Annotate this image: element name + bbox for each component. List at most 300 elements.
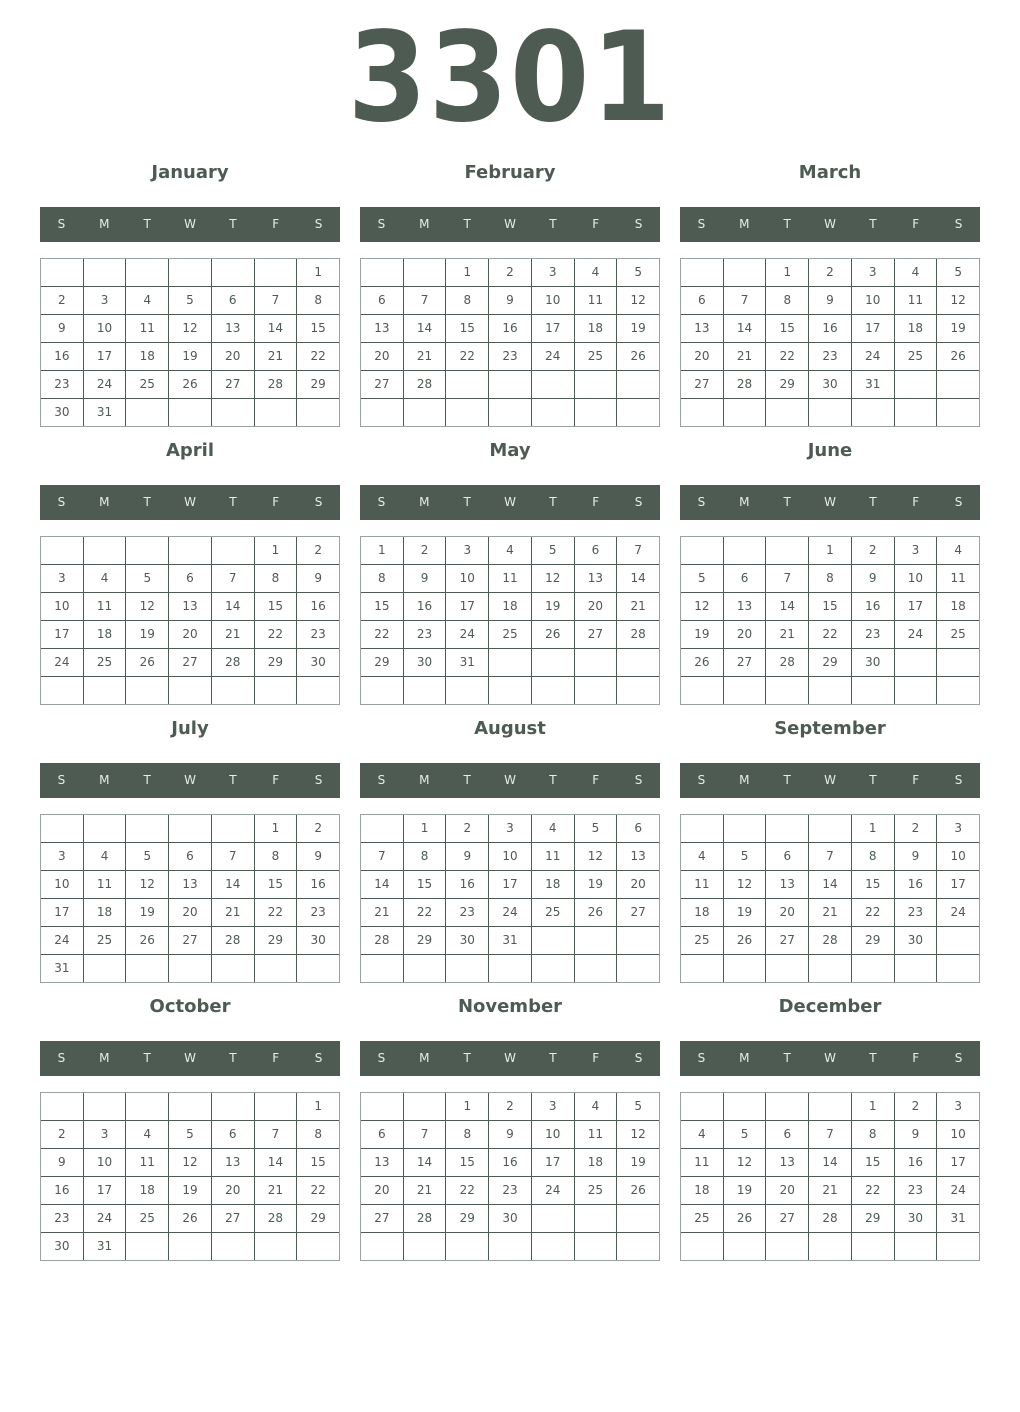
- day-cell: 21: [212, 899, 254, 926]
- day-cell: 2: [895, 815, 937, 842]
- day-cell: [575, 399, 617, 426]
- day-grid: [40, 1092, 340, 1261]
- day-cell: 3: [84, 287, 126, 314]
- day-cell: 17: [446, 593, 488, 620]
- day-cell: 22: [255, 621, 297, 648]
- weekday-header: [40, 763, 340, 798]
- day-cell: 16: [446, 871, 488, 898]
- day-cell: 25: [126, 1205, 168, 1232]
- day-cell: 15: [297, 315, 339, 342]
- weekday-label: T: [143, 773, 151, 787]
- day-cell: 18: [895, 315, 937, 342]
- day-cell: 6: [724, 565, 766, 592]
- day-cell: 18: [489, 593, 531, 620]
- day-cell: 3: [446, 537, 488, 564]
- day-cell: [852, 677, 894, 704]
- day-cell: 15: [766, 315, 808, 342]
- weekday-header: [40, 485, 340, 520]
- day-cell: 29: [852, 927, 894, 954]
- day-cell: 12: [681, 593, 723, 620]
- day-cell: 22: [852, 899, 894, 926]
- day-cell: 8: [766, 287, 808, 314]
- day-cell: 31: [41, 955, 83, 982]
- day-cell: [126, 955, 168, 982]
- day-cell: [446, 955, 488, 982]
- weekday-label: M: [739, 1051, 750, 1065]
- day-cell: [212, 955, 254, 982]
- day-cell: [297, 955, 339, 982]
- day-cell: 3: [41, 565, 83, 592]
- day-cell: [255, 1093, 297, 1120]
- day-cell: 5: [126, 843, 168, 870]
- day-cell: 9: [446, 843, 488, 870]
- day-cell: 17: [41, 899, 83, 926]
- weekday-label: S: [954, 495, 963, 509]
- day-cell: 23: [297, 621, 339, 648]
- day-cell: [724, 259, 766, 286]
- day-cell: 22: [446, 343, 488, 370]
- day-cell: 3: [489, 815, 531, 842]
- day-cell: 8: [852, 1121, 894, 1148]
- day-cell: 12: [937, 287, 979, 314]
- weekday-header: [360, 485, 660, 520]
- day-cell: 20: [169, 621, 211, 648]
- day-cell: 14: [212, 593, 254, 620]
- day-cell: 27: [212, 1205, 254, 1232]
- day-cell: [575, 677, 617, 704]
- day-cell: 1: [852, 815, 894, 842]
- day-cell: [937, 1233, 979, 1260]
- day-cell: 23: [895, 1177, 937, 1204]
- weekday-label: S: [314, 1051, 323, 1065]
- day-cell: 13: [212, 315, 254, 342]
- weekday-label: T: [463, 217, 471, 231]
- day-cell: [297, 677, 339, 704]
- day-cell: 20: [212, 1177, 254, 1204]
- weekday-label: W: [184, 1051, 196, 1065]
- day-cell: 22: [852, 1177, 894, 1204]
- day-cell: 17: [41, 621, 83, 648]
- day-cell: 16: [297, 593, 339, 620]
- day-cell: 19: [532, 593, 574, 620]
- day-cell: 24: [41, 649, 83, 676]
- weekday-label: F: [912, 1051, 920, 1065]
- day-cell: 19: [681, 621, 723, 648]
- day-cell: [724, 1233, 766, 1260]
- day-cell: 2: [404, 537, 446, 564]
- day-cell: [766, 1093, 808, 1120]
- day-cell: [404, 1093, 446, 1120]
- day-cell: 26: [617, 1177, 659, 1204]
- weekday-label: T: [783, 495, 791, 509]
- month-title: January: [151, 162, 229, 183]
- day-cell: 2: [41, 287, 83, 314]
- day-grid: [360, 814, 660, 983]
- day-cell: 18: [681, 1177, 723, 1204]
- day-cell: [41, 1093, 83, 1120]
- day-cell: 26: [937, 343, 979, 370]
- weekday-label: M: [419, 495, 430, 509]
- day-cell: 28: [617, 621, 659, 648]
- day-cell: [297, 399, 339, 426]
- day-cell: 8: [852, 843, 894, 870]
- day-cell: [766, 955, 808, 982]
- weekday-label: M: [99, 217, 110, 231]
- day-cell: [895, 955, 937, 982]
- day-cell: 14: [404, 315, 446, 342]
- weekday-header: [360, 763, 660, 798]
- day-cell: [575, 1233, 617, 1260]
- day-cell: [532, 399, 574, 426]
- day-cell: 19: [169, 343, 211, 370]
- day-cell: 17: [489, 871, 531, 898]
- weekday-label: F: [912, 773, 920, 787]
- day-cell: 14: [766, 593, 808, 620]
- day-grid: [680, 1092, 980, 1261]
- day-cell: 8: [404, 843, 446, 870]
- day-cell: 21: [361, 899, 403, 926]
- day-cell: 6: [169, 565, 211, 592]
- day-grid: [40, 814, 340, 983]
- day-grid: [680, 258, 980, 427]
- day-cell: 13: [361, 1149, 403, 1176]
- day-cell: 26: [617, 343, 659, 370]
- day-cell: [575, 1205, 617, 1232]
- day-cell: [681, 399, 723, 426]
- weekday-label: S: [697, 1051, 706, 1065]
- day-cell: [169, 399, 211, 426]
- day-cell: [617, 1205, 659, 1232]
- day-cell: 27: [361, 371, 403, 398]
- day-cell: [809, 815, 851, 842]
- day-cell: 12: [126, 871, 168, 898]
- day-cell: 31: [84, 399, 126, 426]
- day-cell: 22: [766, 343, 808, 370]
- day-cell: [724, 1093, 766, 1120]
- day-cell: 25: [575, 343, 617, 370]
- day-cell: 30: [41, 1233, 83, 1260]
- day-cell: [489, 955, 531, 982]
- day-cell: [681, 815, 723, 842]
- day-cell: 2: [489, 259, 531, 286]
- day-cell: [404, 1233, 446, 1260]
- day-cell: 1: [297, 259, 339, 286]
- weekday-header: [680, 485, 980, 520]
- day-cell: [404, 955, 446, 982]
- day-cell: [446, 399, 488, 426]
- day-cell: 3: [937, 1093, 979, 1120]
- weekday-label: T: [229, 1051, 237, 1065]
- weekday-label: W: [824, 1051, 836, 1065]
- day-cell: 12: [169, 315, 211, 342]
- day-cell: 25: [126, 371, 168, 398]
- day-cell: 14: [724, 315, 766, 342]
- day-cell: [724, 677, 766, 704]
- day-cell: [575, 927, 617, 954]
- day-cell: 21: [617, 593, 659, 620]
- weekday-label: M: [99, 1051, 110, 1065]
- day-cell: 28: [212, 649, 254, 676]
- day-cell: 6: [766, 1121, 808, 1148]
- day-grid: [360, 1092, 660, 1261]
- day-cell: [681, 677, 723, 704]
- day-cell: [84, 677, 126, 704]
- day-cell: 20: [681, 343, 723, 370]
- day-cell: 9: [489, 1121, 531, 1148]
- weekday-label: S: [697, 217, 706, 231]
- day-cell: [446, 677, 488, 704]
- day-cell: 5: [617, 1093, 659, 1120]
- day-cell: [895, 371, 937, 398]
- day-cell: 29: [446, 1205, 488, 1232]
- day-cell: 25: [489, 621, 531, 648]
- day-cell: 17: [937, 1149, 979, 1176]
- day-cell: 20: [169, 899, 211, 926]
- day-cell: 8: [809, 565, 851, 592]
- day-cell: 23: [297, 899, 339, 926]
- weekday-label: F: [272, 773, 280, 787]
- day-cell: 25: [681, 927, 723, 954]
- day-cell: 23: [489, 1177, 531, 1204]
- weekday-label: S: [697, 495, 706, 509]
- month-title: March: [798, 162, 862, 183]
- day-cell: 4: [126, 1121, 168, 1148]
- day-cell: 30: [895, 1205, 937, 1232]
- day-cell: [84, 1093, 126, 1120]
- weekday-label: T: [783, 1051, 791, 1065]
- day-cell: 5: [169, 287, 211, 314]
- day-cell: 12: [169, 1149, 211, 1176]
- day-cell: 28: [724, 371, 766, 398]
- day-cell: 14: [617, 565, 659, 592]
- day-cell: [937, 399, 979, 426]
- weekday-label: S: [954, 217, 963, 231]
- day-cell: 3: [84, 1121, 126, 1148]
- day-cell: [937, 677, 979, 704]
- day-cell: 11: [126, 1149, 168, 1176]
- day-cell: 14: [361, 871, 403, 898]
- day-cell: 7: [255, 1121, 297, 1148]
- day-cell: 8: [446, 287, 488, 314]
- day-cell: 3: [852, 259, 894, 286]
- day-cell: 19: [724, 1177, 766, 1204]
- weekday-label: F: [912, 217, 920, 231]
- day-cell: 19: [126, 899, 168, 926]
- day-cell: 1: [446, 259, 488, 286]
- weekday-label: S: [697, 773, 706, 787]
- day-cell: 20: [575, 593, 617, 620]
- day-cell: 2: [297, 815, 339, 842]
- weekday-label: T: [463, 495, 471, 509]
- day-cell: 24: [489, 899, 531, 926]
- day-cell: [361, 1233, 403, 1260]
- month-title: August: [474, 718, 546, 739]
- weekday-label: T: [783, 773, 791, 787]
- weekday-label: T: [143, 1051, 151, 1065]
- weekday-label: S: [377, 495, 386, 509]
- day-cell: [255, 259, 297, 286]
- weekday-label: W: [824, 495, 836, 509]
- day-cell: [212, 537, 254, 564]
- day-cell: 6: [575, 537, 617, 564]
- day-cell: 13: [361, 315, 403, 342]
- day-cell: [212, 1233, 254, 1260]
- day-cell: [724, 815, 766, 842]
- day-cell: [766, 677, 808, 704]
- day-cell: 26: [575, 899, 617, 926]
- day-cell: [361, 259, 403, 286]
- day-cell: 5: [617, 259, 659, 286]
- day-cell: [617, 649, 659, 676]
- day-cell: [895, 399, 937, 426]
- weekday-label: S: [57, 1051, 66, 1065]
- day-cell: [532, 371, 574, 398]
- day-cell: 4: [532, 815, 574, 842]
- day-cell: 12: [617, 1121, 659, 1148]
- day-cell: [361, 399, 403, 426]
- day-cell: 31: [84, 1233, 126, 1260]
- day-cell: 10: [532, 287, 574, 314]
- weekday-label: T: [783, 217, 791, 231]
- day-cell: [532, 677, 574, 704]
- day-cell: 2: [852, 537, 894, 564]
- day-cell: 6: [212, 1121, 254, 1148]
- day-cell: 14: [255, 315, 297, 342]
- day-cell: 19: [575, 871, 617, 898]
- day-cell: 24: [532, 1177, 574, 1204]
- day-cell: 7: [404, 287, 446, 314]
- day-cell: 9: [404, 565, 446, 592]
- day-cell: 26: [169, 1205, 211, 1232]
- day-cell: 28: [404, 371, 446, 398]
- day-cell: 14: [255, 1149, 297, 1176]
- day-cell: 17: [84, 343, 126, 370]
- day-cell: [575, 371, 617, 398]
- day-cell: [937, 927, 979, 954]
- day-cell: 11: [126, 315, 168, 342]
- day-cell: 24: [532, 343, 574, 370]
- day-cell: 23: [489, 343, 531, 370]
- day-cell: 25: [532, 899, 574, 926]
- day-cell: [617, 955, 659, 982]
- day-cell: 3: [895, 537, 937, 564]
- day-cell: 18: [575, 315, 617, 342]
- day-cell: 15: [446, 1149, 488, 1176]
- day-cell: 12: [532, 565, 574, 592]
- day-cell: 7: [809, 1121, 851, 1148]
- day-cell: 10: [41, 593, 83, 620]
- day-cell: 29: [255, 927, 297, 954]
- weekday-label: S: [57, 217, 66, 231]
- day-cell: 16: [809, 315, 851, 342]
- day-cell: 30: [446, 927, 488, 954]
- day-cell: 17: [895, 593, 937, 620]
- weekday-label: W: [184, 217, 196, 231]
- day-grid: [360, 536, 660, 705]
- day-cell: 6: [361, 1121, 403, 1148]
- day-cell: 11: [489, 565, 531, 592]
- day-cell: 18: [84, 621, 126, 648]
- month-title: May: [489, 440, 531, 461]
- weekday-label: W: [504, 773, 516, 787]
- day-cell: [84, 955, 126, 982]
- weekday-label: M: [99, 495, 110, 509]
- day-cell: 12: [724, 871, 766, 898]
- day-cell: 1: [404, 815, 446, 842]
- day-cell: 30: [41, 399, 83, 426]
- day-cell: 7: [724, 287, 766, 314]
- day-cell: 7: [255, 287, 297, 314]
- weekday-label: S: [377, 217, 386, 231]
- day-cell: 29: [852, 1205, 894, 1232]
- day-cell: 22: [297, 343, 339, 370]
- day-cell: 30: [297, 927, 339, 954]
- day-cell: [169, 259, 211, 286]
- weekday-label: S: [314, 217, 323, 231]
- weekday-label: T: [549, 217, 557, 231]
- day-cell: 15: [297, 1149, 339, 1176]
- day-cell: 13: [617, 843, 659, 870]
- day-cell: [84, 259, 126, 286]
- day-cell: 10: [41, 871, 83, 898]
- day-grid: [680, 536, 980, 705]
- day-cell: 31: [446, 649, 488, 676]
- day-cell: 7: [617, 537, 659, 564]
- weekday-label: S: [634, 217, 643, 231]
- day-cell: 27: [169, 649, 211, 676]
- day-cell: [169, 677, 211, 704]
- day-cell: [617, 371, 659, 398]
- day-cell: [766, 537, 808, 564]
- day-cell: 4: [489, 537, 531, 564]
- weekday-label: M: [739, 495, 750, 509]
- day-cell: 5: [724, 843, 766, 870]
- day-cell: 26: [724, 927, 766, 954]
- day-cell: 29: [766, 371, 808, 398]
- weekday-label: T: [869, 773, 877, 787]
- day-cell: 22: [297, 1177, 339, 1204]
- weekday-label: W: [824, 773, 836, 787]
- day-cell: 1: [809, 537, 851, 564]
- day-cell: 6: [169, 843, 211, 870]
- day-cell: [126, 399, 168, 426]
- day-cell: 25: [575, 1177, 617, 1204]
- weekday-label: S: [57, 495, 66, 509]
- day-cell: [681, 259, 723, 286]
- day-cell: 5: [126, 565, 168, 592]
- day-cell: 10: [532, 1121, 574, 1148]
- day-cell: [404, 399, 446, 426]
- day-cell: 4: [895, 259, 937, 286]
- weekday-label: W: [184, 773, 196, 787]
- month-title: November: [457, 996, 563, 1017]
- day-cell: 11: [895, 287, 937, 314]
- day-cell: [681, 955, 723, 982]
- day-cell: [404, 677, 446, 704]
- day-cell: [126, 537, 168, 564]
- weekday-label: T: [229, 495, 237, 509]
- day-cell: 26: [681, 649, 723, 676]
- weekday-label: M: [739, 773, 750, 787]
- day-cell: [489, 1233, 531, 1260]
- day-cell: 27: [681, 371, 723, 398]
- day-cell: [169, 1093, 211, 1120]
- day-cell: 2: [446, 815, 488, 842]
- day-cell: 1: [297, 1093, 339, 1120]
- day-cell: [852, 399, 894, 426]
- day-cell: 4: [681, 1121, 723, 1148]
- day-cell: 27: [766, 927, 808, 954]
